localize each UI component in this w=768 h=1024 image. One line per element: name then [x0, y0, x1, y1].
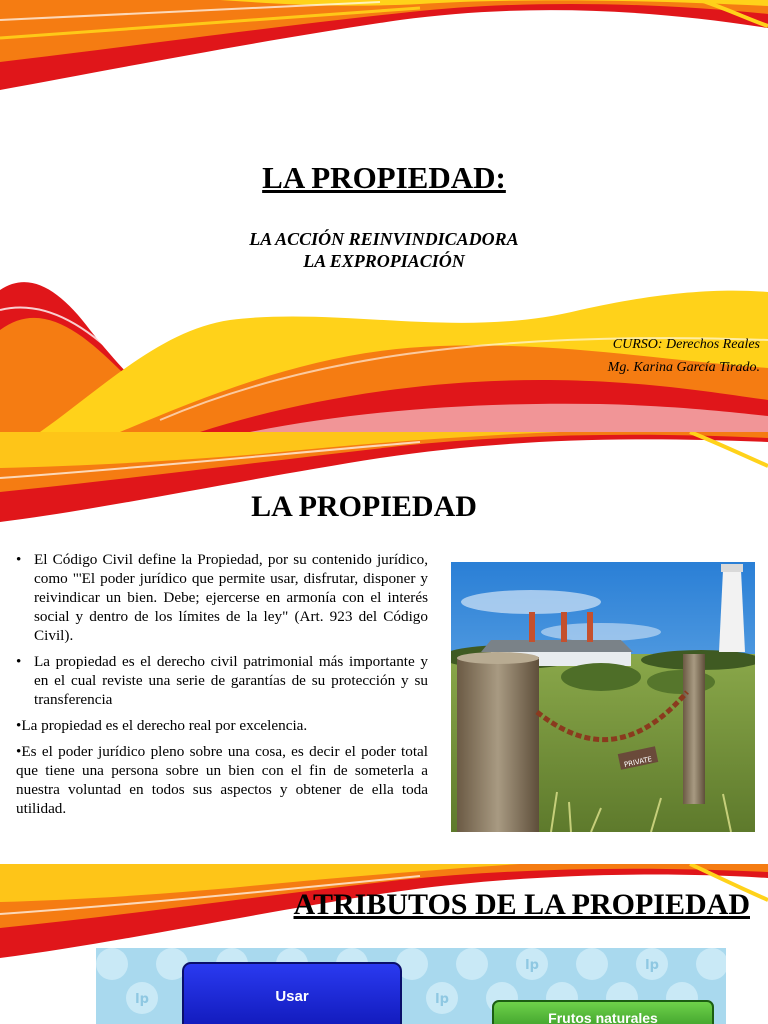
- bullet-marker: •: [16, 653, 22, 670]
- slide-title: [0, 0, 768, 432]
- watermark-text: lp: [645, 958, 659, 973]
- bullet-item: [16, 716, 428, 735]
- frutos-naturales-box: Frutos naturales: [492, 1000, 714, 1024]
- watermark-text: lp: [135, 992, 149, 1007]
- subtitle-line-2: LA EXPROPIACIÓN: [303, 251, 465, 271]
- bullet-list: [16, 550, 428, 825]
- author-name: Mg. Karina García Tirado.: [607, 360, 760, 375]
- slide-la-propiedad: [0, 432, 768, 864]
- subtitle-line-1: LA ACCIÓN REINVINDICADORA: [249, 229, 519, 249]
- property-photo: [451, 562, 755, 832]
- bullet-text: La propiedad es el derecho civil patrimonial más importante y en el cual reviste una serie de garantías de su protección y su transferencia: [34, 653, 428, 708]
- slide-atributos: [0, 864, 768, 1024]
- bullet-item: [16, 550, 428, 645]
- bullet-item: [16, 652, 428, 709]
- private-sign-text: PRIVATE: [623, 755, 653, 769]
- bullet-text: La propiedad es el derecho real por excelencia.: [21, 717, 308, 734]
- slide1-title: LA PROPIEDAD:: [262, 160, 506, 195]
- bullet-item: [16, 742, 428, 818]
- slide1-subtitle: [0, 228, 768, 272]
- watermark-text: lp: [525, 958, 539, 973]
- bullet-text: Es el poder jurídico pleno sobre una cosa, es decir el poder total que tiene una persona sobre un bien con el fin de someterla a nuestra voluntad en todos sus aspectos y obtener de ella toda utilidad.: [16, 743, 428, 817]
- slide2-title: LA PROPIEDAD: [251, 490, 477, 523]
- watermark-text: lp: [435, 992, 449, 1007]
- attributes-diagram: [96, 948, 726, 1024]
- bullet-marker: •: [16, 717, 22, 734]
- usar-box: Usar: [182, 962, 402, 1024]
- bullet-text: El Código Civil define la Propiedad, por su contenido jurídico, como "'El poder jurídico que permite usar, disfrutar, disponer y reivindicar un bien. Debe; ejercerse en armonía con el interés social y dentro de los límites de la ley" (Art. 923 del Código Civil).: [34, 551, 428, 644]
- bullet-marker: •: [16, 551, 22, 568]
- bullet-marker: •: [16, 743, 22, 760]
- course-info: [608, 333, 760, 379]
- slide3-title: ATRIBUTOS DE LA PROPIEDAD: [293, 888, 750, 921]
- top-swoosh-decoration: [0, 0, 768, 100]
- course-name: CURSO: Derechos Reales: [612, 337, 760, 352]
